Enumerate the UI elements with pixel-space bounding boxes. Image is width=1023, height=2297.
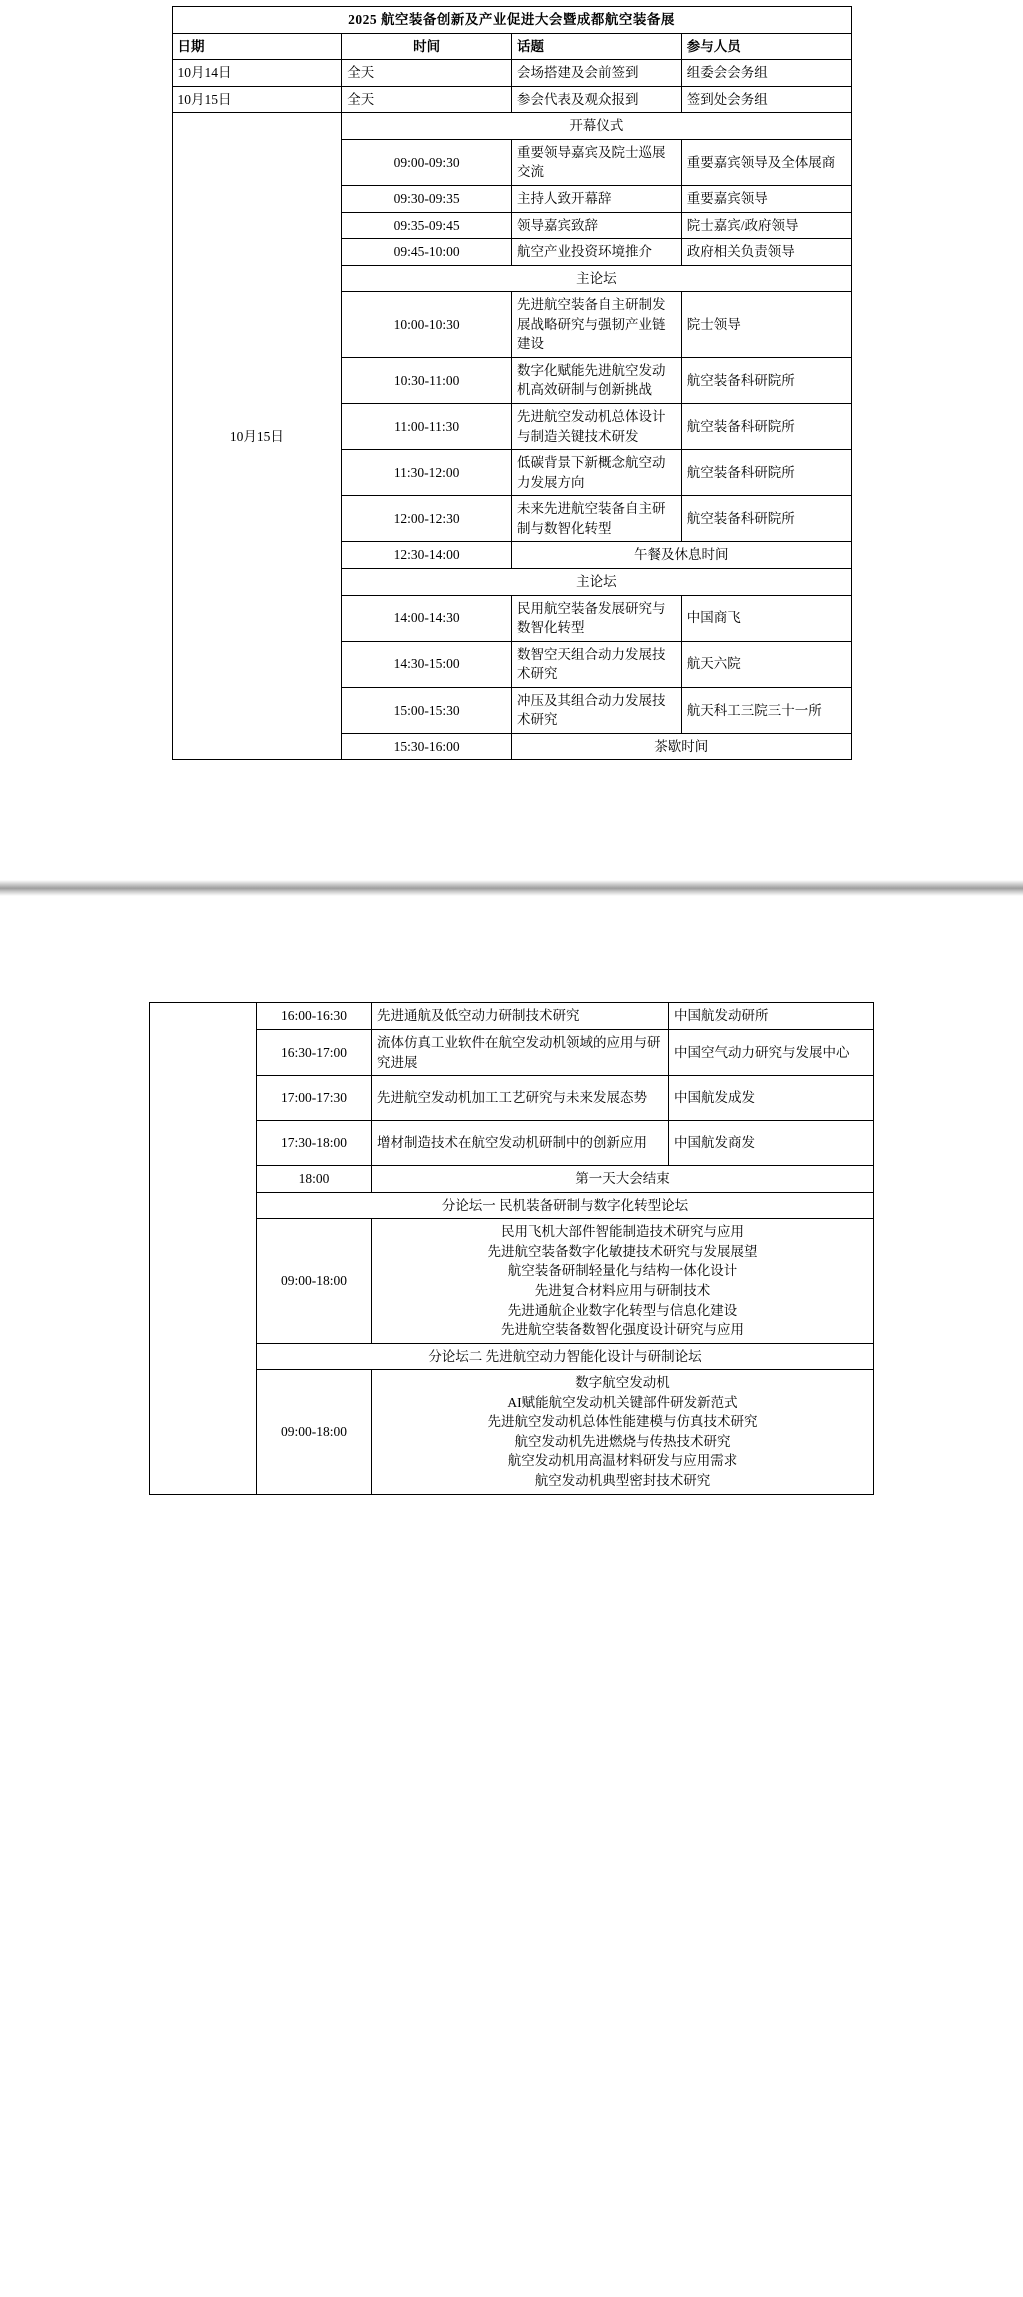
section-header: 分论坛一 民机装备研制与数字化转型论坛 xyxy=(257,1192,874,1219)
table-row xyxy=(150,1192,874,1219)
column-header-people: 参与人员 xyxy=(681,33,851,60)
list-item: 航空发动机用高温材料研发与应用需求 xyxy=(507,1453,738,1469)
cell-topic: 未来先进航空装备自主研制与数智化转型 xyxy=(512,496,682,542)
table-row xyxy=(172,86,851,113)
section-header: 茶歇时间 xyxy=(512,733,852,760)
agenda-table-page-2 xyxy=(149,1002,874,1494)
cell-time: 09:35-09:45 xyxy=(342,212,512,239)
cell-people: 航空装备科研院所 xyxy=(681,496,851,542)
header-row xyxy=(172,33,851,60)
section-header: 第一天大会结束 xyxy=(372,1166,874,1193)
page-1 xyxy=(0,0,1023,880)
cell-time: 14:00-14:30 xyxy=(342,595,512,641)
section-header: 分论坛二 先进航空动力智能化设计与研制论坛 xyxy=(257,1343,874,1370)
section-header: 主论坛 xyxy=(342,265,851,292)
cell-people: 重要嘉宾领导及全体展商 xyxy=(681,139,851,185)
cell-date: 10月15日 xyxy=(172,86,342,113)
cell-topic: 低碳背景下新概念航空动力发展方向 xyxy=(512,450,682,496)
cell-time: 12:30-14:00 xyxy=(342,542,512,569)
cell-people: 航天科工三院三十一所 xyxy=(681,687,851,733)
cell-people: 航空装备科研院所 xyxy=(681,404,851,450)
cell-people: 中国航发动研所 xyxy=(669,1003,874,1030)
cell-time: 17:00-17:30 xyxy=(257,1076,372,1121)
cell-topic: 数智空天组合动力发展技术研究 xyxy=(512,641,682,687)
table-row xyxy=(150,1219,874,1343)
cell-people: 重要嘉宾领导 xyxy=(681,185,851,212)
cell-people: 航空装备科研院所 xyxy=(681,450,851,496)
cell-time: 15:30-16:00 xyxy=(342,733,512,760)
list-item: 民用飞机大部件智能制造技术研究与应用 xyxy=(501,1224,744,1240)
cell-people: 中国商飞 xyxy=(681,595,851,641)
agenda-table-page-1 xyxy=(172,6,852,760)
cell-topic: 增材制造技术在航空发动机研制中的创新应用 xyxy=(372,1121,669,1166)
cell-time: 16:30-17:00 xyxy=(257,1030,372,1076)
table-row xyxy=(150,1121,874,1166)
cell-topic: 冲压及其组合动力发展技术研究 xyxy=(512,687,682,733)
cell-people: 组委会会务组 xyxy=(681,60,851,87)
cell-date: 10月14日 xyxy=(172,60,342,87)
list-item: 先进航空装备数智化强度设计研究与应用 xyxy=(501,1322,744,1338)
cell-topic: 会场搭建及会前签到 xyxy=(512,60,682,87)
list-item: 数字航空发动机 xyxy=(575,1375,670,1391)
cell-time: 14:30-15:00 xyxy=(342,641,512,687)
cell-people: 院士领导 xyxy=(681,292,851,358)
cell-people: 政府相关负责领导 xyxy=(681,239,851,266)
cell-time: 全天 xyxy=(342,86,512,113)
page-1-bottom-space xyxy=(0,760,1023,880)
cell-topic: 主持人致开幕辞 xyxy=(512,185,682,212)
cell-people: 航天六院 xyxy=(681,641,851,687)
table-row xyxy=(150,1166,874,1193)
table-row xyxy=(150,1370,874,1494)
page-divider xyxy=(0,880,1023,896)
section-header: 开幕仪式 xyxy=(342,113,851,140)
cell-people: 中国航发商发 xyxy=(669,1121,874,1166)
list-item: 航空发动机典型密封技术研究 xyxy=(534,1473,711,1488)
cell-time: 17:30-18:00 xyxy=(257,1121,372,1166)
cell-topic: 先进航空发动机总体设计与制造关键技术研发 xyxy=(512,404,682,450)
section-header: 午餐及休息时间 xyxy=(512,542,852,569)
cell-time: 09:45-10:00 xyxy=(342,239,512,266)
cell-time: 12:00-12:30 xyxy=(342,496,512,542)
table-row xyxy=(150,1076,874,1121)
cell-time: 全天 xyxy=(342,60,512,87)
column-header-time: 时间 xyxy=(342,33,512,60)
cell-time: 15:00-15:30 xyxy=(342,687,512,733)
cell-topic: 流体仿真工业软件在航空发动机领域的应用与研究进展 xyxy=(372,1030,669,1076)
section-header: 主论坛 xyxy=(342,568,851,595)
cell-topic: 领导嘉宾致辞 xyxy=(512,212,682,239)
list-item: 先进航空发动机总体性能建模与仿真技术研究 xyxy=(487,1414,758,1430)
cell-people: 签到处会务组 xyxy=(681,86,851,113)
cell-time: 09:00-09:30 xyxy=(342,139,512,185)
cell-topic-list xyxy=(372,1370,874,1494)
cell-time: 10:30-11:00 xyxy=(342,357,512,403)
list-item: AI赋能航空发动机关键部件研发新范式 xyxy=(507,1394,738,1410)
page-title: 2025 航空装备创新及产业促进大会暨成都航空装备展 xyxy=(172,7,851,34)
table-row xyxy=(172,113,851,140)
cell-topic: 参会代表及观众报到 xyxy=(512,86,682,113)
cell-people: 中国航发成发 xyxy=(669,1076,874,1121)
cell-time: 16:00-16:30 xyxy=(257,1003,372,1030)
cell-time: 10:00-10:30 xyxy=(342,292,512,358)
cell-date-span-continued xyxy=(150,1003,257,1494)
list-item: 先进航空装备数字化敏捷技术研究与发展展望 xyxy=(487,1243,758,1259)
column-header-topic: 话题 xyxy=(512,33,682,60)
list-item: 航空发动机先进燃烧与传热技术研究 xyxy=(514,1433,731,1449)
table-row xyxy=(150,1343,874,1370)
page-2 xyxy=(0,896,1023,1494)
cell-people: 航空装备科研院所 xyxy=(681,357,851,403)
cell-topic-list xyxy=(372,1219,874,1343)
cell-topic: 航空产业投资环境推介 xyxy=(512,239,682,266)
cell-date-span: 10月15日 xyxy=(172,113,342,760)
cell-time: 11:00-11:30 xyxy=(342,404,512,450)
cell-topic: 先进航空装备自主研制发展战略研究与强韧产业链建设 xyxy=(512,292,682,358)
cell-topic: 重要领导嘉宾及院士巡展交流 xyxy=(512,139,682,185)
cell-people: 中国空气动力研究与发展中心 xyxy=(669,1030,874,1076)
cell-time: 18:00 xyxy=(257,1166,372,1193)
page-2-content xyxy=(0,996,1023,1494)
column-header-date: 日期 xyxy=(172,33,342,60)
cell-time: 09:30-09:35 xyxy=(342,185,512,212)
cell-topic: 民用航空装备发展研究与数智化转型 xyxy=(512,595,682,641)
cell-time: 09:00-18:00 xyxy=(257,1370,372,1494)
list-item: 航空装备研制轻量化与结构一体化设计 xyxy=(507,1263,738,1279)
table-row xyxy=(150,1030,874,1076)
list-item: 先进复合材料应用与研制技术 xyxy=(534,1282,711,1298)
page-2-top-space xyxy=(0,896,1023,996)
cell-time: 09:00-18:00 xyxy=(257,1219,372,1343)
cell-topic: 先进航空发动机加工工艺研究与未来发展态势 xyxy=(372,1076,669,1121)
cell-topic: 先进通航及低空动力研制技术研究 xyxy=(372,1003,669,1030)
table-row xyxy=(172,60,851,87)
list-item: 先进通航企业数字化转型与信息化建设 xyxy=(507,1302,738,1318)
cell-topic: 数字化赋能先进航空发动机高效研制与创新挑战 xyxy=(512,357,682,403)
cell-people: 院士嘉宾/政府领导 xyxy=(681,212,851,239)
table-row xyxy=(150,1003,874,1030)
title-row xyxy=(172,7,851,34)
page-1-content xyxy=(0,0,1023,760)
cell-time: 11:30-12:00 xyxy=(342,450,512,496)
